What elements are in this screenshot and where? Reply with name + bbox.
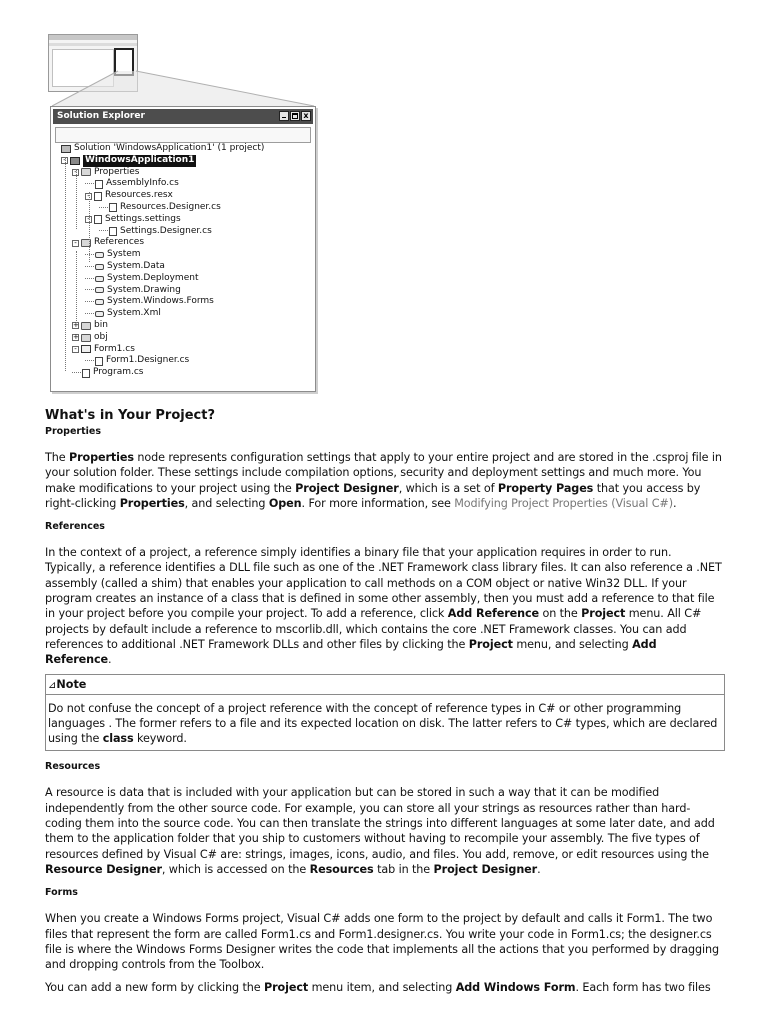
solution-icon: [61, 145, 71, 153]
tree-item[interactable]: [61, 285, 311, 297]
tree-item[interactable]: [61, 155, 311, 167]
tree-connector: [99, 207, 108, 209]
note-label: Note: [56, 677, 87, 691]
maximize-icon[interactable]: [290, 111, 300, 121]
thumbnail-titlebar: [49, 35, 137, 40]
references-paragraph: In the context of a project, a reference simply identifies a binary file that your application requires in order to run. Typically, a reference identifies a DLL file such as one of the .NET Framework class library files. It can also reference a .NET assembly (called a shim) that enables your application to call methods on a COM object or native Win32 DLL. If your program creates an instance of a class that is defined in some other assembly, then you must add a reference to that file in your project before you compile your project. To add a reference, click Add Reference on the Project menu. All C# projects by default include a reference to mscorlib.dll, which contains the core .NET Framework classes. You can add references to additional .NET Framework DLLs and other files by clicking the Project menu, and selecting Add Reference.: [45, 546, 722, 667]
minimize-icon[interactable]: [279, 111, 289, 121]
reference-icon: [95, 264, 104, 270]
close-icon[interactable]: x: [301, 111, 311, 121]
tree-connector: [85, 289, 94, 291]
tree-item-label: Settings.settings: [105, 213, 181, 224]
tree-item-label: Form1.cs: [94, 343, 135, 354]
file-icon: [94, 215, 102, 224]
tree-item[interactable]: [61, 178, 311, 190]
resources-paragraph: A resource is data that is included with your application but can be stored in such a way that it can be modified independently from the other source code. For example, you can store all your strings as resources rather than hard-coding them into the source code. You can then translate the strings into different languages at some later date, and add them to the application folder that you ship to customers without having to recompile your assembly. The five types of resources defined by Visual C# are: strings, images, icons, audio, and files. You add, remove, or edit resources using the Resource Designer, which is accessed on the Resources tab in the Project Designer.: [45, 786, 715, 876]
project-icon: [70, 157, 80, 165]
forms-paragraph-1: When you create a Windows Forms project, Visual C# adds one form to the project by default and calls it Form1. The two files that represent the form are called Form1.cs and Form1.designer.cs. You write your code in Form1.cs; the designer.cs file is where the Windows Forms Designer writes the code that implements all the actions that you performed by dragging and dropping controls from the Toolbox.: [45, 912, 720, 972]
tree-item[interactable]: [61, 261, 311, 273]
tree-item-label: System.Drawing: [107, 284, 181, 295]
solution-explorer-title: Solution Explorer: [57, 111, 145, 121]
collapse-icon[interactable]: -: [72, 169, 79, 176]
solution-explorer-titlebar: [53, 109, 313, 124]
section-heading-resources: Resources: [45, 761, 101, 773]
folder-icon: [81, 168, 91, 176]
file-icon: [94, 192, 102, 201]
tree-item[interactable]: [61, 355, 311, 367]
tree-item[interactable]: [61, 143, 311, 155]
ide-thumbnail: [48, 34, 138, 92]
tree-item[interactable]: [61, 226, 311, 238]
tree-item-label: Solution 'WindowsApplication1' (1 project): [74, 143, 265, 153]
collapse-icon[interactable]: -: [72, 346, 79, 353]
tree-item-label: System.Xml: [107, 308, 161, 319]
collapse-icon[interactable]: -: [61, 157, 68, 164]
tree-item-label: bin: [94, 319, 108, 330]
tree-item[interactable]: [61, 167, 311, 179]
file-icon: [82, 369, 90, 378]
tree-item[interactable]: [61, 214, 311, 226]
tree-item-label: obj: [94, 331, 108, 342]
tree-item-label: Settings.Designer.cs: [120, 225, 212, 236]
tree-guide-line: [76, 251, 77, 323]
tree-connector: [99, 230, 108, 232]
tree-item[interactable]: [61, 202, 311, 214]
tree-item-label: System.Data: [107, 260, 165, 271]
tree-connector: [85, 360, 94, 362]
tree-item-label: System.Windows.Forms: [107, 296, 214, 307]
tree-connector: [85, 301, 94, 303]
file-icon: [95, 180, 103, 189]
collapse-icon[interactable]: -: [72, 240, 79, 247]
solution-explorer-toolbar: [55, 127, 311, 143]
note-body: [46, 695, 724, 751]
tree-item-label: Properties: [94, 166, 140, 177]
section-heading-properties: Properties: [45, 426, 101, 437]
tree-guide-line: [76, 169, 77, 229]
solution-explorer-panel: [50, 106, 316, 392]
note-header: [46, 675, 724, 695]
forms-paragraph-2: You can add a new form by clicking the Project menu item, and selecting Add Windows Form. Each form has two files: [45, 981, 711, 995]
collapse-icon[interactable]: -: [85, 193, 92, 200]
tree-item[interactable]: [61, 308, 311, 320]
tree-item[interactable]: [61, 237, 311, 249]
tree-item[interactable]: [61, 249, 311, 261]
tree-item-label: Resources.Designer.cs: [120, 201, 221, 212]
file-icon: [95, 357, 103, 366]
tree-item-label: Resources.resx: [105, 190, 173, 201]
page-title: What's in Your Project?: [45, 408, 216, 423]
tree-item-label: System: [107, 249, 141, 260]
tree-item[interactable]: [61, 273, 311, 285]
tree-guide-line: [89, 192, 90, 262]
tree-item-label: System.Deployment: [107, 272, 199, 283]
tree-connector: [85, 266, 94, 268]
tree-item-label: WindowsApplication1: [85, 154, 195, 165]
modifying-project-properties-link[interactable]: Modifying Project Properties (Visual C#): [454, 496, 673, 510]
thumbnail-solution-pane: [114, 48, 134, 76]
tree-connector: [85, 183, 94, 185]
form-icon: [81, 345, 91, 353]
reference-icon: [95, 252, 104, 258]
expand-icon[interactable]: +: [73, 333, 79, 342]
tree-item-label: Program.cs: [93, 367, 144, 378]
section-heading-references: References: [45, 521, 105, 533]
reference-icon: [95, 311, 104, 317]
window-buttons: [279, 111, 311, 121]
folder-icon: [81, 322, 91, 330]
tree-connector: [85, 278, 94, 280]
tree-item[interactable]: [61, 367, 311, 379]
tree-item-label: AssemblyInfo.cs: [106, 178, 179, 189]
folder-icon: [81, 334, 91, 342]
tree-item[interactable]: [61, 320, 311, 332]
collapse-icon[interactable]: -: [85, 216, 92, 223]
reference-icon: [95, 287, 104, 293]
expand-icon[interactable]: +: [73, 321, 79, 330]
tree-connector: [85, 313, 94, 315]
solution-tree: [61, 143, 311, 379]
thumbnail-editor: [52, 49, 114, 87]
thumbnail-toolbar: [49, 43, 137, 46]
tree-item-label: References: [94, 237, 145, 248]
tree-item[interactable]: [61, 332, 311, 344]
section-heading-forms: Forms: [45, 887, 78, 899]
reference-icon: [95, 299, 104, 305]
tree-item[interactable]: [61, 296, 311, 308]
properties-paragraph: The Properties node represents configuration settings that apply to your entire project and are stored in the .csproj file in your solution folder. These settings include compilation options, security and deployment settings and much more. You make modifications to your project using the Project Designer, which is a set of Property Pages that you access by right-clicking Properties, and selecting Open. For more information, see Modifying Project Properties (Visual C#).: [45, 451, 722, 510]
note-box: [45, 674, 725, 752]
document-body: [45, 408, 725, 996]
tree-item[interactable]: [61, 190, 311, 202]
reference-icon: [95, 276, 104, 282]
tree-item[interactable]: [61, 344, 311, 356]
tree-item-label: Form1.Designer.cs: [106, 355, 190, 366]
tree-guide-line: [65, 157, 66, 371]
note-icon: ⊿: [48, 679, 57, 691]
note-paragraph: Do not confuse the concept of a project reference with the concept of reference types in C# or other programming languages . The former refers to a file and its expected location on disk. The latter refers to C# types, which are declared using the class keyword.: [48, 701, 718, 746]
file-icon: [109, 227, 117, 236]
file-icon: [109, 203, 117, 212]
tree-connector: [72, 372, 81, 374]
